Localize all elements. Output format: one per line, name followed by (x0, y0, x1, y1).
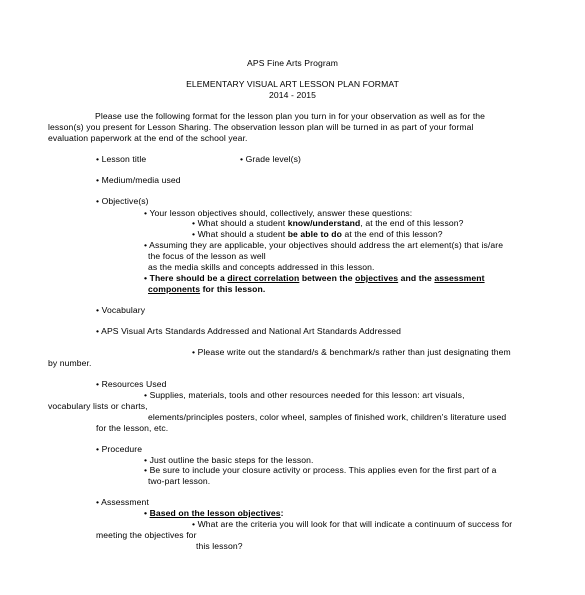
program-name: APS Fine Arts Program (247, 58, 338, 68)
objectives-line-2: • What should a student know/understand, at the end of this lesson? (192, 218, 464, 228)
resources-line-2: vocabulary lists or charts, (48, 401, 148, 411)
objectives-line-3: • What should a student be able to do at the end of this lesson? (192, 229, 443, 239)
procedure-line-3: two-part lesson. (148, 476, 211, 486)
school-year: 2014 - 2015 (269, 90, 316, 100)
assessment-line-4: this lesson? (196, 541, 243, 551)
objectives-line-4: • Assuming they are applicable, your objectives should address the art element(s) that is/are (144, 240, 504, 250)
vocabulary-item: • Vocabulary (96, 305, 146, 315)
assessment-line-1: • Based on the lesson objectives: (144, 508, 284, 518)
intro-line-2: lesson(s) you present for Lesson Sharing. The observation lesson plan will be turned in as part of your formal (48, 122, 474, 132)
medium-item: • Medium/media used (96, 175, 181, 185)
standards-line-2: by number. (48, 358, 92, 368)
objectives-line-7: • There should be a direct correlation between the objectives and the assessment (144, 273, 485, 283)
resources-item: • Resources Used (96, 379, 167, 389)
objectives-line-5: the focus of the lesson as well (148, 251, 266, 261)
objectives-item: • Objective(s) (96, 196, 149, 206)
resources-line-1: • Supplies, materials, tools and other resources needed for this lesson: art visuals, (144, 390, 465, 400)
objectives-line-1: • Your lesson objectives should, collectively, answer these questions: (144, 208, 413, 218)
procedure-line-1: • Just outline the basic steps for the lesson. (144, 455, 314, 465)
standards-line-1: • Please write out the standard/s & benchmark/s rather than just designating them (192, 347, 511, 357)
assessment-item: • Assessment (96, 497, 149, 507)
assessment-line-2: • What are the criteria you will look for that will indicate a continuum of success for (192, 519, 513, 529)
intro-line-3: evaluation paperwork at the end of the school year. (48, 133, 248, 143)
grade-level-item: • Grade level(s) (240, 154, 301, 164)
lesson-title-item: • Lesson title (96, 154, 147, 164)
assessment-line-3: meeting the objectives for (96, 530, 197, 540)
resources-line-4: for the lesson, etc. (96, 423, 169, 433)
resources-line-3: elements/principles posters, color wheel, samples of finished work, children's literature used (148, 412, 507, 422)
objectives-line-8: components for this lesson. (148, 284, 266, 294)
document-title: ELEMENTARY VISUAL ART LESSON PLAN FORMAT (186, 79, 399, 89)
standards-item: • APS Visual Arts Standards Addressed and National Art Standards Addressed (96, 326, 402, 336)
procedure-item: • Procedure (96, 444, 143, 454)
objectives-line-6: as the media skills and concepts addressed in this lesson. (148, 262, 375, 272)
intro-line-1: Please use the following format for the lesson plan you turn in for your observation as well as for the (95, 111, 486, 121)
procedure-line-2: • Be sure to include your closure activity or process. This applies even for the first part of a (144, 465, 497, 475)
